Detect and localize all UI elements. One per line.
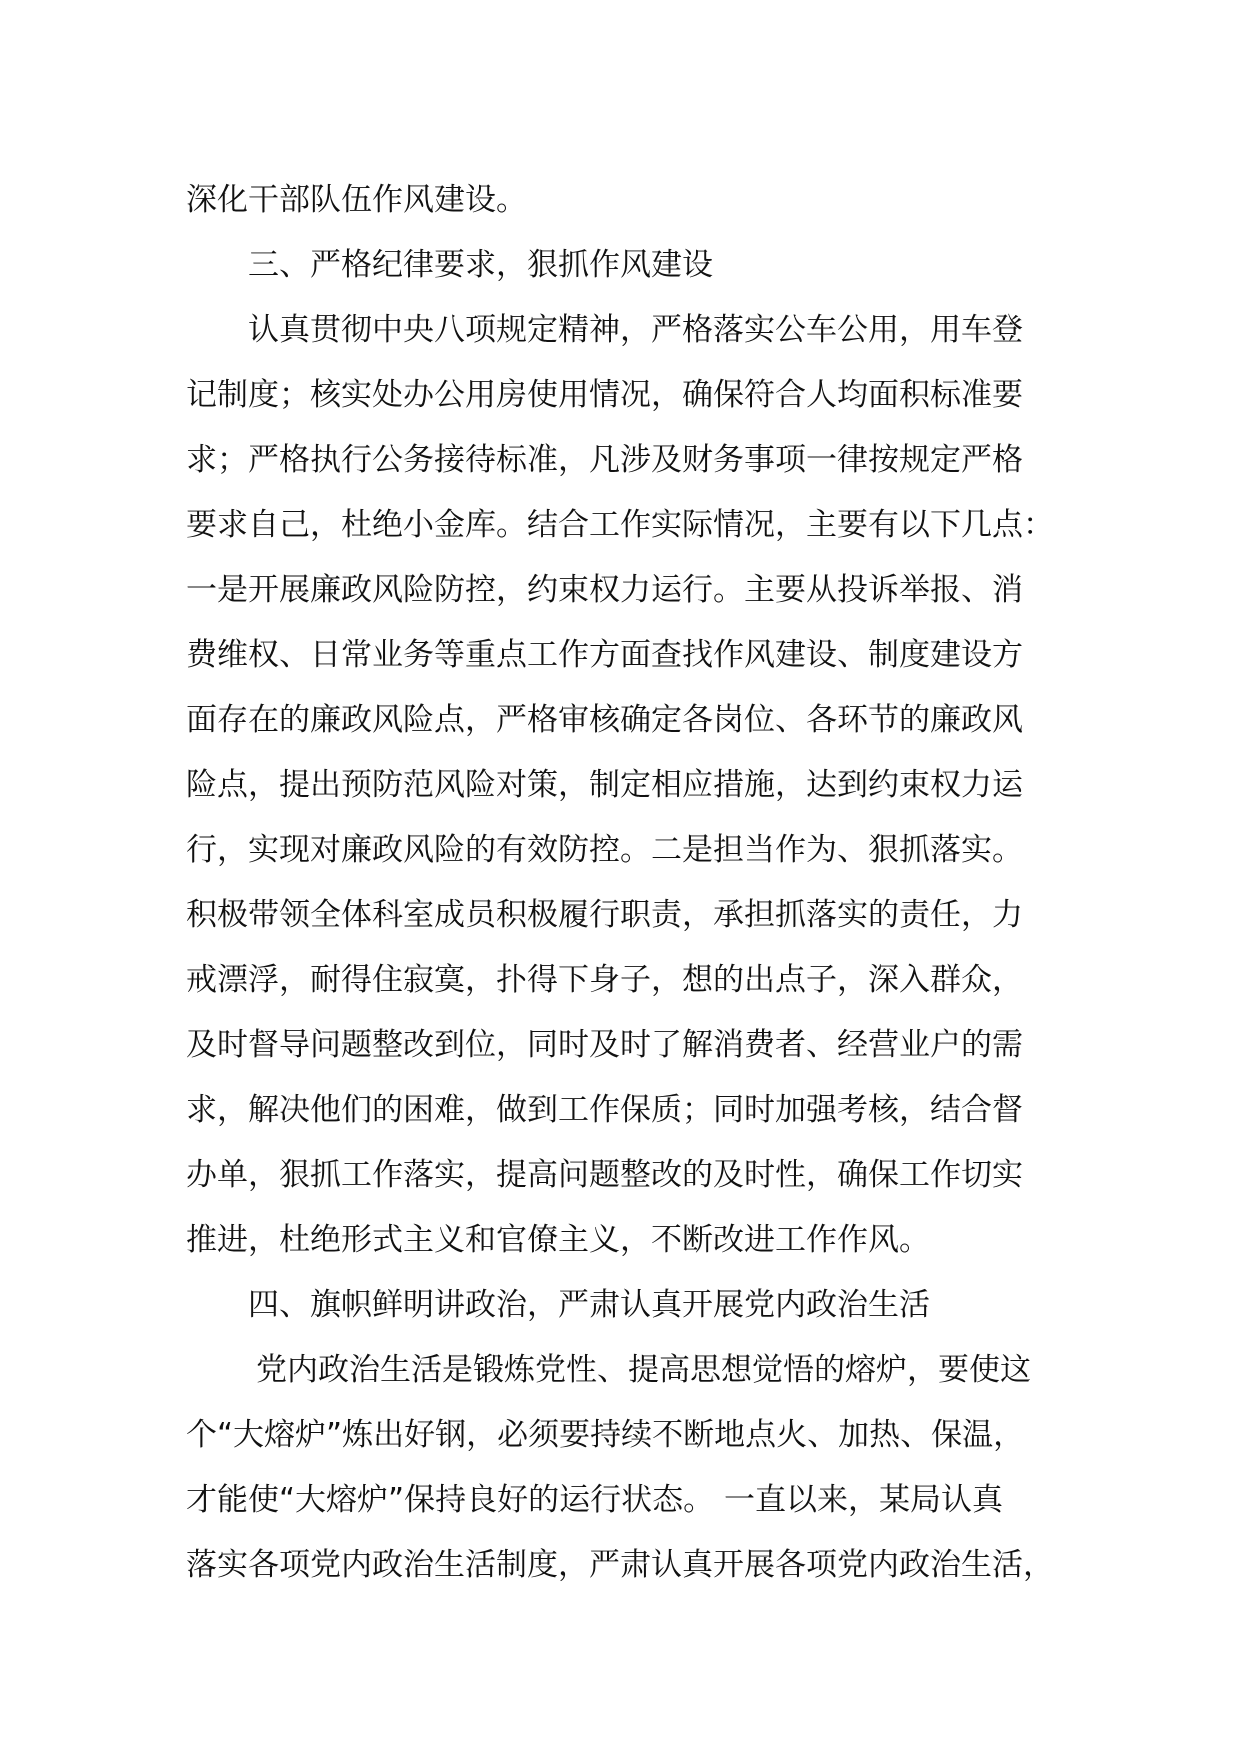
text-line: 戒漂浮，耐得住寂寞，扑得下身子，想的出点子，深入群众， [186,962,1023,998]
section-heading-3: 三、严格纪律要求，狠抓作风建设 [248,247,713,283]
text-line: 党内政治生活是锻炼党性、提高思想觉悟的熔炉，要使这 [256,1352,1031,1388]
text-line: 落实各项党内政治生活制度，严肃认真开展各项党内政治生活， [186,1547,1054,1583]
text-line: 个“大熔炉”炼出好钢，必须要持续不断地点火、加热、保温， [186,1417,1025,1453]
text-line: 险点，提出预防范风险对策，制定相应措施，达到约束权力运 [186,767,1023,803]
text-line: 认真贯彻中央八项规定精神，严格落实公车公用，用车登 [248,312,1023,348]
text-line: 记制度；核实处办公用房使用情况，确保符合人均面积标准要 [186,377,1023,413]
text-line: 面存在的廉政风险点，严格审核确定各岗位、各环节的廉政风 [186,702,1023,738]
text-line: 推进，杜绝形式主义和官僚主义，不断改进工作作风。 [186,1222,930,1258]
section-heading-4: 四、旗帜鲜明讲政治，严肃认真开展党内政治生活 [248,1287,930,1323]
text-line: 要求自己，杜绝小金库。结合工作实际情况，主要有以下几点： [186,507,1054,543]
text-line: 求；严格执行公务接待标准，凡涉及财务事项一律按规定严格 [186,442,1023,478]
document-body [186,168,1086,1598]
text-line: 才能使“大熔炉”保持良好的运行状态。 一直以来，某局认真 [186,1482,1003,1518]
text-line: 及时督导问题整改到位，同时及时了解消费者、经营业户的需 [186,1027,1023,1063]
text-line: 办单，狠抓工作落实，提高问题整改的及时性，确保工作切实 [186,1157,1023,1193]
text-line: 积极带领全体科室成员积极履行职责，承担抓落实的责任，力 [186,897,1023,933]
text-line: 行，实现对廉政风险的有效防控。二是担当作为、狠抓落实。 [186,832,1023,868]
text-line: 一是开展廉政风险防控，约束权力运行。主要从投诉举报、消 [186,572,1023,608]
text-line: 深化干部队伍作风建设。 [186,182,527,218]
text-line: 费维权、日常业务等重点工作方面查找作风建设、制度建设方 [186,637,1023,673]
text-line: 求，解决他们的困难，做到工作保质；同时加强考核，结合督 [186,1092,1023,1128]
